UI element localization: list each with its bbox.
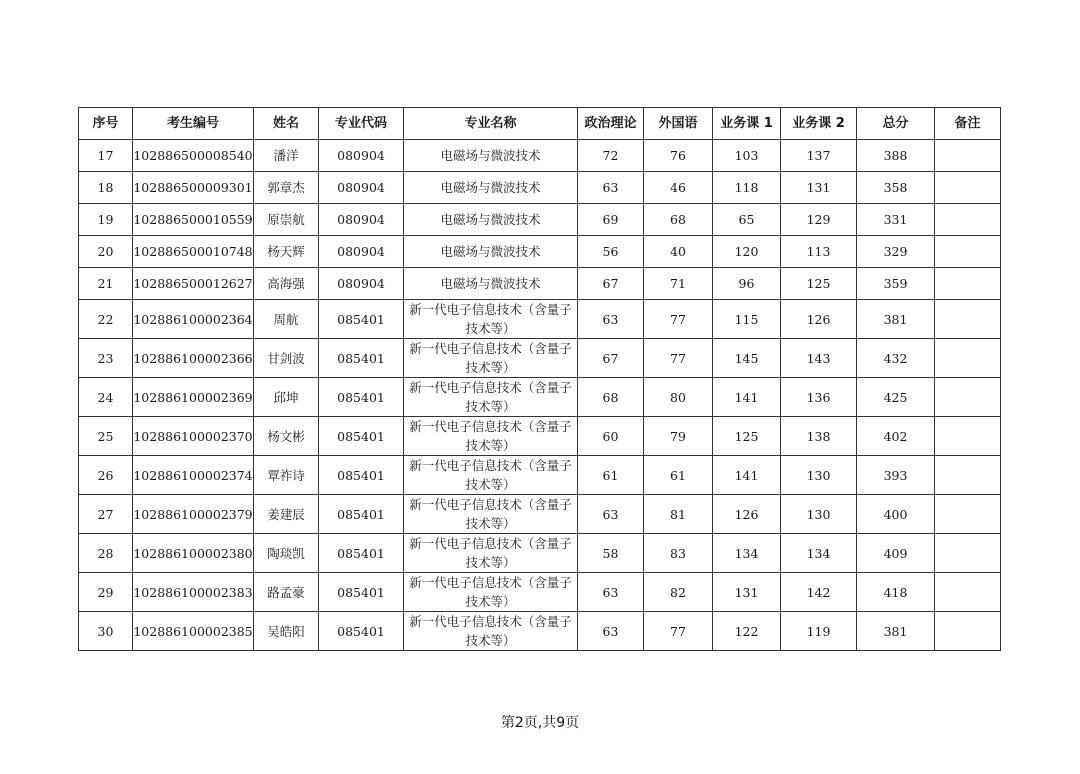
candidate-id-cell: 102886500009301	[133, 172, 254, 204]
major-code-cell: 085401	[319, 378, 404, 417]
table-row	[79, 417, 1001, 456]
course-1-score-cell: 120	[713, 236, 781, 268]
row-index-cell: 30	[79, 612, 133, 651]
politics-score-cell: 61	[578, 456, 644, 495]
candidate-id-cell: 102886100002369	[133, 378, 254, 417]
course-2-score-cell: 142	[781, 573, 857, 612]
major-code-cell: 085401	[319, 534, 404, 573]
foreign-language-score-cell: 77	[644, 300, 713, 339]
foreign-language-score-cell: 80	[644, 378, 713, 417]
remarks-cell	[935, 573, 1001, 612]
total-score-cell: 400	[857, 495, 935, 534]
total-score-cell: 358	[857, 172, 935, 204]
total-score-cell: 393	[857, 456, 935, 495]
remarks-cell	[935, 172, 1001, 204]
major-name-cell: 电磁场与微波技术	[404, 140, 578, 172]
header-major-code: 专业代码	[319, 108, 404, 140]
candidate-name-cell: 吴皓阳	[254, 612, 319, 651]
major-code-cell: 080904	[319, 204, 404, 236]
major-code-cell: 085401	[319, 417, 404, 456]
total-score-cell: 425	[857, 378, 935, 417]
header-candidate-id: 考生编号	[133, 108, 254, 140]
table-row	[79, 378, 1001, 417]
course-1-score-cell: 118	[713, 172, 781, 204]
course-1-score-cell: 145	[713, 339, 781, 378]
candidate-id-cell: 102886100002379	[133, 495, 254, 534]
course-1-score-cell: 126	[713, 495, 781, 534]
major-code-cell: 085401	[319, 612, 404, 651]
politics-score-cell: 56	[578, 236, 644, 268]
candidate-name-cell: 甘剑波	[254, 339, 319, 378]
candidate-name-cell: 杨天辉	[254, 236, 319, 268]
politics-score-cell: 69	[578, 204, 644, 236]
header-course-1: 业务课 1	[713, 108, 781, 140]
table-row	[79, 300, 1001, 339]
major-name-cell: 新一代电子信息技术（含量子技术等）	[404, 534, 578, 573]
total-score-cell: 432	[857, 339, 935, 378]
row-index-cell: 21	[79, 268, 133, 300]
remarks-cell	[935, 300, 1001, 339]
foreign-language-score-cell: 81	[644, 495, 713, 534]
header-foreign-language: 外国语	[644, 108, 713, 140]
remarks-cell	[935, 612, 1001, 651]
candidate-name-cell: 高海强	[254, 268, 319, 300]
major-code-cell: 080904	[319, 236, 404, 268]
course-1-score-cell: 115	[713, 300, 781, 339]
candidate-name-cell: 姜建辰	[254, 495, 319, 534]
candidate-name-cell: 郭章杰	[254, 172, 319, 204]
major-name-cell: 新一代电子信息技术（含量子技术等）	[404, 612, 578, 651]
candidate-id-cell: 102886500010748	[133, 236, 254, 268]
table-row	[79, 236, 1001, 268]
course-2-score-cell: 129	[781, 204, 857, 236]
major-name-cell: 电磁场与微波技术	[404, 204, 578, 236]
politics-score-cell: 67	[578, 339, 644, 378]
header-course-2: 业务课 2	[781, 108, 857, 140]
remarks-cell	[935, 534, 1001, 573]
foreign-language-score-cell: 61	[644, 456, 713, 495]
row-index-cell: 24	[79, 378, 133, 417]
course-1-score-cell: 141	[713, 456, 781, 495]
candidate-id-cell: 102886100002366	[133, 339, 254, 378]
course-1-score-cell: 125	[713, 417, 781, 456]
candidate-name-cell: 周航	[254, 300, 319, 339]
foreign-language-score-cell: 71	[644, 268, 713, 300]
course-1-score-cell: 122	[713, 612, 781, 651]
candidate-id-cell: 102886100002370	[133, 417, 254, 456]
major-code-cell: 085401	[319, 495, 404, 534]
course-2-score-cell: 125	[781, 268, 857, 300]
course-2-score-cell: 143	[781, 339, 857, 378]
remarks-cell	[935, 417, 1001, 456]
candidate-id-cell: 102886100002380	[133, 534, 254, 573]
remarks-cell	[935, 378, 1001, 417]
politics-score-cell: 60	[578, 417, 644, 456]
table-row	[79, 534, 1001, 573]
course-2-score-cell: 136	[781, 378, 857, 417]
course-2-score-cell: 138	[781, 417, 857, 456]
candidate-name-cell: 陶琰凯	[254, 534, 319, 573]
row-index-cell: 29	[79, 573, 133, 612]
foreign-language-score-cell: 83	[644, 534, 713, 573]
major-code-cell: 080904	[319, 172, 404, 204]
candidate-name-cell: 覃祚诗	[254, 456, 319, 495]
candidate-name-cell: 路孟豪	[254, 573, 319, 612]
row-index-cell: 25	[79, 417, 133, 456]
total-score-cell: 381	[857, 612, 935, 651]
header-politics: 政治理论	[578, 108, 644, 140]
foreign-language-score-cell: 68	[644, 204, 713, 236]
politics-score-cell: 67	[578, 268, 644, 300]
row-index-cell: 26	[79, 456, 133, 495]
remarks-cell	[935, 204, 1001, 236]
table-row	[79, 612, 1001, 651]
course-2-score-cell: 130	[781, 495, 857, 534]
course-1-score-cell: 96	[713, 268, 781, 300]
total-score-cell: 329	[857, 236, 935, 268]
course-2-score-cell: 126	[781, 300, 857, 339]
header-major-name: 专业名称	[404, 108, 578, 140]
row-index-cell: 20	[79, 236, 133, 268]
course-1-score-cell: 131	[713, 573, 781, 612]
candidate-id-cell: 102886100002364	[133, 300, 254, 339]
header-index: 序号	[79, 108, 133, 140]
row-index-cell: 18	[79, 172, 133, 204]
foreign-language-score-cell: 46	[644, 172, 713, 204]
course-1-score-cell: 141	[713, 378, 781, 417]
candidate-id-cell: 102886500012627	[133, 268, 254, 300]
major-name-cell: 新一代电子信息技术（含量子技术等）	[404, 378, 578, 417]
candidate-id-cell: 102886500010559	[133, 204, 254, 236]
page-number: 第2页,共9页	[500, 715, 580, 731]
header-total: 总分	[857, 108, 935, 140]
row-index-cell: 17	[79, 140, 133, 172]
course-2-score-cell: 130	[781, 456, 857, 495]
course-2-score-cell: 119	[781, 612, 857, 651]
table-body	[79, 140, 1001, 651]
politics-score-cell: 58	[578, 534, 644, 573]
course-1-score-cell: 134	[713, 534, 781, 573]
total-score-cell: 381	[857, 300, 935, 339]
row-index-cell: 22	[79, 300, 133, 339]
table-row	[79, 339, 1001, 378]
major-code-cell: 080904	[319, 268, 404, 300]
candidate-name-cell: 杨文彬	[254, 417, 319, 456]
politics-score-cell: 63	[578, 300, 644, 339]
politics-score-cell: 68	[578, 378, 644, 417]
remarks-cell	[935, 268, 1001, 300]
total-score-cell: 402	[857, 417, 935, 456]
major-name-cell: 电磁场与微波技术	[404, 268, 578, 300]
candidate-name-cell: 潘洋	[254, 140, 319, 172]
remarks-cell	[935, 456, 1001, 495]
course-2-score-cell: 137	[781, 140, 857, 172]
table-row	[79, 204, 1001, 236]
major-name-cell: 新一代电子信息技术（含量子技术等）	[404, 300, 578, 339]
table-row	[79, 495, 1001, 534]
major-name-cell: 新一代电子信息技术（含量子技术等）	[404, 456, 578, 495]
total-score-cell: 388	[857, 140, 935, 172]
table-row	[79, 172, 1001, 204]
total-score-cell: 331	[857, 204, 935, 236]
table-row	[79, 456, 1001, 495]
major-name-cell: 电磁场与微波技术	[404, 236, 578, 268]
total-score-cell: 359	[857, 268, 935, 300]
row-index-cell: 28	[79, 534, 133, 573]
remarks-cell	[935, 339, 1001, 378]
table-header-row	[79, 108, 1001, 140]
candidate-id-cell: 102886100002383	[133, 573, 254, 612]
major-code-cell: 080904	[319, 140, 404, 172]
major-name-cell: 电磁场与微波技术	[404, 172, 578, 204]
foreign-language-score-cell: 77	[644, 612, 713, 651]
row-index-cell: 27	[79, 495, 133, 534]
major-name-cell: 新一代电子信息技术（含量子技术等）	[404, 417, 578, 456]
foreign-language-score-cell: 79	[644, 417, 713, 456]
politics-score-cell: 63	[578, 573, 644, 612]
course-1-score-cell: 65	[713, 204, 781, 236]
row-index-cell: 23	[79, 339, 133, 378]
table-row	[79, 268, 1001, 300]
candidate-id-cell: 102886100002374	[133, 456, 254, 495]
foreign-language-score-cell: 77	[644, 339, 713, 378]
candidate-name-cell: 邱坤	[254, 378, 319, 417]
politics-score-cell: 63	[578, 172, 644, 204]
major-name-cell: 新一代电子信息技术（含量子技术等）	[404, 339, 578, 378]
major-code-cell: 085401	[319, 573, 404, 612]
major-code-cell: 085401	[319, 339, 404, 378]
course-2-score-cell: 134	[781, 534, 857, 573]
remarks-cell	[935, 236, 1001, 268]
header-name: 姓名	[254, 108, 319, 140]
major-code-cell: 085401	[319, 456, 404, 495]
foreign-language-score-cell: 76	[644, 140, 713, 172]
course-2-score-cell: 113	[781, 236, 857, 268]
major-code-cell: 085401	[319, 300, 404, 339]
table-row	[79, 140, 1001, 172]
candidate-id-cell: 102886500008540	[133, 140, 254, 172]
total-score-cell: 409	[857, 534, 935, 573]
major-name-cell: 新一代电子信息技术（含量子技术等）	[404, 495, 578, 534]
score-table	[78, 107, 1001, 651]
major-name-cell: 新一代电子信息技术（含量子技术等）	[404, 573, 578, 612]
candidate-id-cell: 102886100002385	[133, 612, 254, 651]
remarks-cell	[935, 140, 1001, 172]
candidate-name-cell: 原崇航	[254, 204, 319, 236]
row-index-cell: 19	[79, 204, 133, 236]
course-2-score-cell: 131	[781, 172, 857, 204]
course-1-score-cell: 103	[713, 140, 781, 172]
foreign-language-score-cell: 40	[644, 236, 713, 268]
politics-score-cell: 72	[578, 140, 644, 172]
politics-score-cell: 63	[578, 495, 644, 534]
foreign-language-score-cell: 82	[644, 573, 713, 612]
header-remarks: 备注	[935, 108, 1001, 140]
total-score-cell: 418	[857, 573, 935, 612]
politics-score-cell: 63	[578, 612, 644, 651]
remarks-cell	[935, 495, 1001, 534]
table-row	[79, 573, 1001, 612]
